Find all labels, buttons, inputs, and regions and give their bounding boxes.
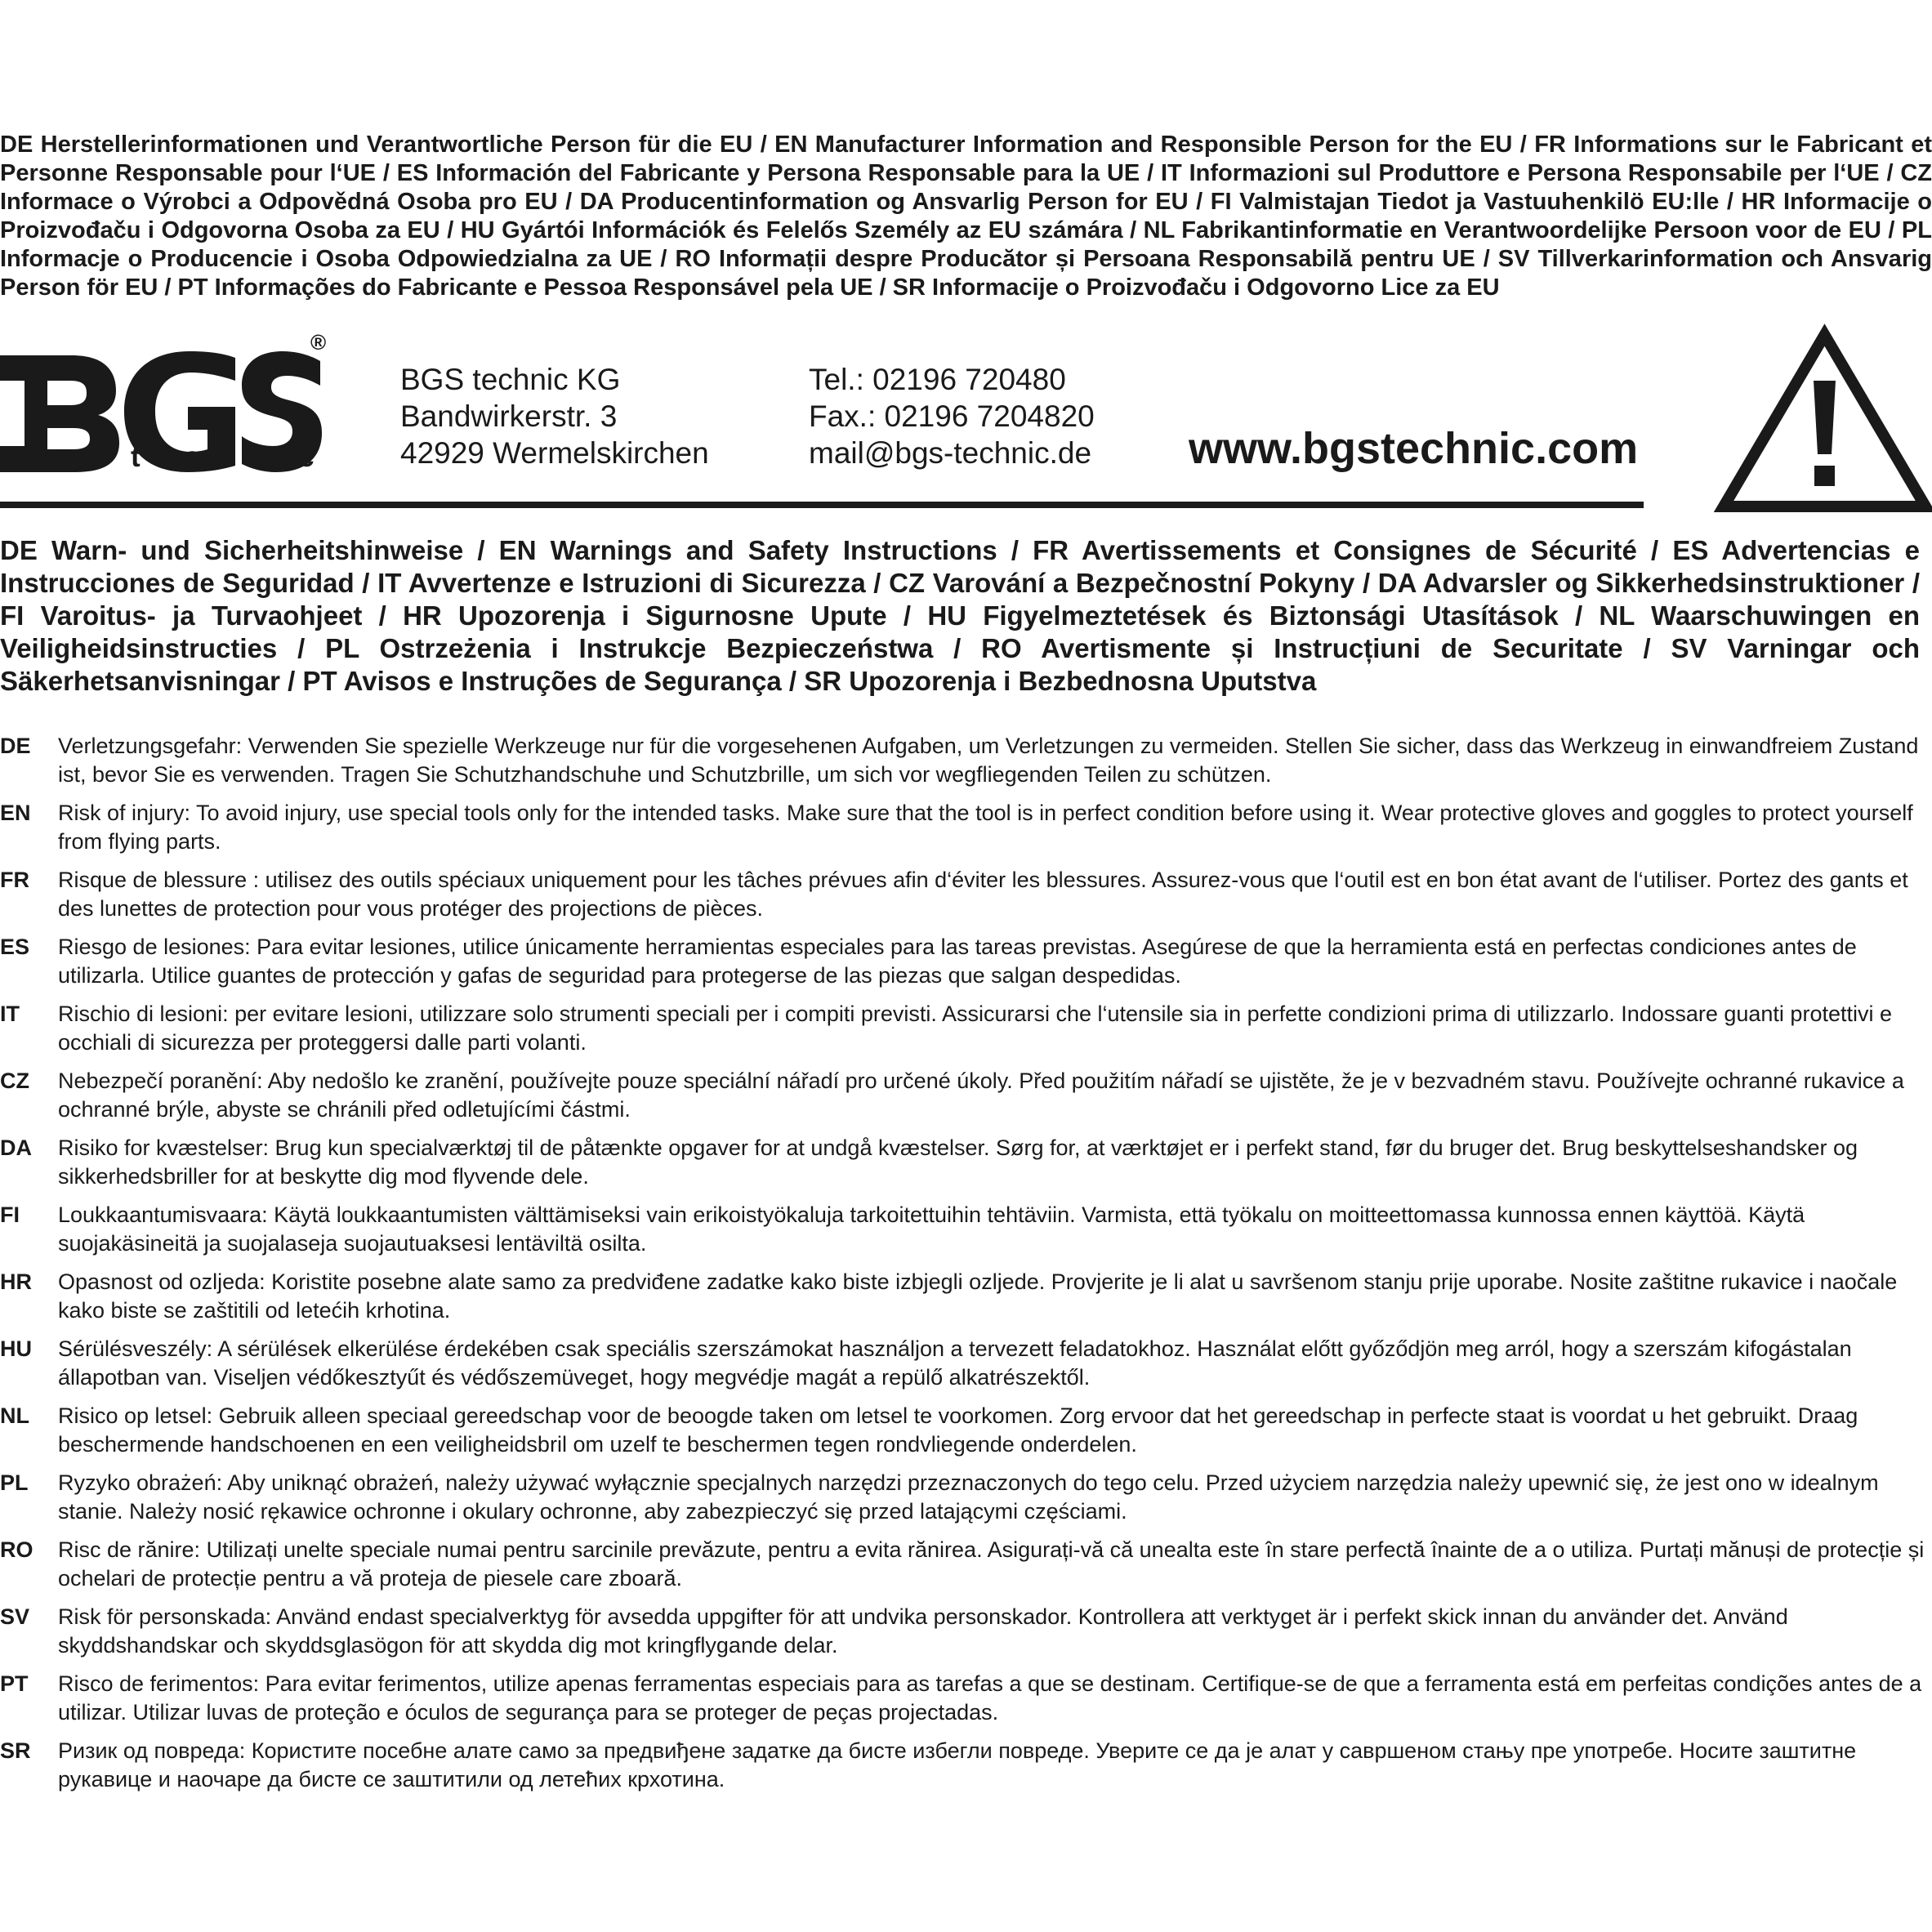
language-code: FR [0,868,29,892]
instruction-row [0,1603,1932,1670]
instruction-text: Risque de blessure : utilisez des outils spéciaux uniquement pour les tâches prévues afin d‘éviter les blessures. Assurez-vous que l‘outil est en bon état avant de l‘utiliser. Portez des gants et des lunettes de protection pour vous protéger des projections de pièces. [58,868,1908,921]
company-city: 42929 Wermelskirchen [400,436,709,470]
instruction-text: Ризик од повреда: Користите посебне алате само за предвиђене задатке да бисте избегли повреде. Уверите се да је алат у савршеном стању пре употребе. Носите заштитне рукавице и наочаре да бисте се заштитили од летећих крхотина. [58,1738,1857,1791]
language-code: PL [0,1470,29,1495]
instruction-text: Risiko for kvæstelser: Brug kun specialværktøj til de påtænkte opgaver for at undgå kvæstelser. Sørg for, at værktøjet er i perfekt stand, før du bruger det. Brug beskyttelseshandsker og sikkerhedsbriller for at beskytte dig mod flyvende dele. [58,1136,1858,1189]
instruction-text: Sérülésveszély: A sérülések elkerülése érdekében csak speciális szerszámokat használjon a tervezett feladatokhoz. Használat előtt győződjön meg arról, hogy a szerszám kifogástalan állapotban van. Viseljen védőkesztyűt és védőszemüveget, hogy megvédje magát a repülő alkatrészektől. [58,1336,1852,1390]
language-code: DE [0,734,31,758]
instruction-row [0,1536,1932,1603]
instruction-text: Risc de rănire: Utilizați unelte speciale numai pentru sarcinile prevăzute, pentru a evita rănirea. Asigurați-vă că unealta este în stare perfectă înainte de a o utiliza. Purtați mănuși de protecție și ochelari de protecție pentru a vă proteja de piesele care zboară. [58,1537,1925,1591]
company-street: Bandwirkerstr. 3 [400,399,618,433]
language-code: ES [0,935,30,959]
language-code: HU [0,1336,32,1361]
language-code: SR [0,1738,31,1763]
instruction-text: Risco de ferimentos: Para evitar ferimentos, utilize apenas ferramentas especiais para as tarefas a que se destinam. Certifique-se de que a ferramenta está em perfeitas condições antes de a utilizar. Utilizar luvas de proteção e óculos de segurança para se proteger de peças projectadas. [58,1671,1922,1725]
contact-fax: Fax.: 02196 7204820 [809,399,1095,433]
company-contact [809,361,1095,471]
company-name: BGS technic KG [400,363,621,396]
instruction-text: Risk för personskada: Använd endast specialverktyg för avsedda uppgifter för att undvika personskador. Kontrollera att verktyget är i perfekt skick innan du använder det. Använd skyddshandskar och skyddsglasögon för att skydda dig mot kringflygande delar. [58,1604,1788,1658]
instruction-row [0,1469,1932,1536]
instruction-row [0,1067,1932,1134]
language-code: SV [0,1604,30,1629]
language-code: FI [0,1202,20,1227]
language-code: HR [0,1269,32,1294]
logo-subtitle: technic [131,441,328,473]
language-code: NL [0,1403,29,1428]
instruction-row [0,933,1932,1000]
instruction-row [0,1134,1932,1201]
instruction-row [0,732,1932,799]
instruction-text: Verletzungsgefahr: Verwenden Sie spezielle Werkzeuge nur für die vorgesehenen Aufgaben, um Verletzungen zu vermeiden. Stellen Sie sicher, dass das Werkzeug in einwandfreiem Zustand ist, bevor Sie es verwenden. Tragen Sie Schutzhandschuhe und Schutzbrille, um sich vor wegfliegenden Teilen zu schützen. [58,734,1919,787]
instruction-row [0,1402,1932,1469]
instruction-text: Risk of injury: To avoid injury, use special tools only for the intended tasks. Make sure that the tool is in perfect condition before using it. Wear protective gloves and goggles to protect yourself from flying parts. [58,801,1913,854]
instruction-row [0,1737,1932,1804]
instruction-row [0,1268,1932,1335]
language-code: IT [0,1002,20,1026]
company-address [400,361,709,471]
contact-tel: Tel.: 02196 720480 [809,363,1066,396]
warning-triangle-icon [1717,325,1932,513]
language-code: EN [0,801,31,825]
instruction-row [0,1670,1932,1737]
warnings-heading: DE Warn- und Sicherheitshinweise / EN Warnings and Safety Instructions / FR Avertissements et Consignes de Sécurité / ES Advertencias e Instrucciones de Seguridad / IT Avvertenze e Istruzioni di Sicurezza / CZ Varování a Bezpečnostní Pokyny / DA Advarsler og Sikkerhedsinstruktioner / FI Varoitus- ja Turvaohjeet / HR Upozorenja i Sigurnosne Upute / HU Figyelmeztetések és Biztonsági Utasítások / NL Waarschuwingen en Veiligheidsinstructies / PL Ostrzeżenia i Instrukcje Bezpieczeństwa / RO Avertismente și Instrucțiuni de Securitate / SV Varningar och Säkerhetsanvisningar / PT Avisos e Instruções de Segurança / SR Upozorenja i Bezbednosna Uputstva [0,535,1920,696]
instruction-row [0,1335,1932,1402]
instruction-row [0,1000,1932,1067]
instruction-row [0,866,1932,933]
instruction-text: Nebezpečí poranění: Aby nedošlo ke zranění, používejte pouze speciální nářadí pro určené úkoly. Před použitím nářadí se ujistěte, že je v bezvadném stavu. Používejte ochranné rukavice a ochranné brýle, abyste se chránili před odletujícími částmi. [58,1069,1904,1122]
contact-mail: mail@bgs-technic.de [809,436,1092,470]
language-code: PT [0,1671,29,1696]
instruction-text: Loukkaantumisvaara: Käytä loukkaantumisten välttämiseksi vain erikoistyökaluja tarkoitettuihin tehtäviin. Varmista, että työkalu on moitteettomassa kunnossa ennen käyttöä. Käytä suojakäsineitä ja suojalaseja suojautuaksesi lentäviltä osilta. [58,1202,1805,1256]
instruction-row [0,799,1932,866]
safety-instructions-list [0,732,1932,1804]
language-code: RO [0,1537,33,1562]
instruction-text: Riesgo de lesiones: Para evitar lesiones, utilice únicamente herramientas especiales para las tareas previstas. Asegúrese de que la herramienta está en perfectas condiciones antes de utilizarla. Utilice guantes de protección y gafas de seguridad para protegerse de las piezas que salgan despedidas. [58,935,1857,988]
manufacturer-info-heading: DE Herstellerinformationen und Verantwortliche Person für die EU / EN Manufacturer Information and Responsible Person for the EU / FR Informations sur le Fabricant et Personne Responsable pour l‘UE / ES Información del Fabricante y Persona Responsable para la UE / IT Informazioni sul Produttore e Persona Responsabile per l‘UE / CZ Informace o Výrobci a Odpovědná Osoba pro EU / DA Producentinformation og Ansvarlig Person for EU / FI Valmistajan Tiedot ja Vastuuhenkilö EU:lle / HR Informacije o Proizvođaču i Odgovorna Osoba za EU / HU Gyártói Információk és Felelős Személy az EU számára / NL Fabrikantinformatie en Verantwoordelijke Persoon voor de EU / PL Informacje o Producencie i Osoba Odpowiedzialna za UE / RO Informații despre Producător și Persoana Responsabilă pentru UE / SV Tillverkarinformation och Ansvarig Person för EU / PT Informações do Fabricante e Pessoa Responsável pela UE / SR Informacije o Proizvođaču i Odgovorno Lice za EU [0,132,1932,301]
website-url: www.bgstechnic.com [1189,424,1639,473]
language-code: CZ [0,1069,29,1093]
instruction-text: Ryzyko obrażeń: Aby uniknąć obrażeń, należy używać wyłącznie specjalnych narzędzi przeznaczonych do tego celu. Przed użyciem narzędzia należy upewnić się, że jest ono w idealnym stanie. Należy nosić rękawice ochronne i okulary ochronne, aby zabezpieczyć się przed latającymi częściami. [58,1470,1879,1524]
divider [0,502,1644,508]
language-code: DA [0,1136,32,1160]
instruction-text: Rischio di lesioni: per evitare lesioni, utilizzare solo strumenti speciali per i compiti previsti. Assicurarsi che l‘utensile sia in perfette condizioni prima di utilizzarlo. Indossare guanti protettivi e occhiali di sicurezza per proteggersi dalle parti volanti. [58,1002,1892,1055]
registered-mark: ® [310,330,327,355]
instruction-text: Opasnost od ozljeda: Koristite posebne alate samo za predviđene zadatke kako biste izbjegli ozljede. Provjerite je li alat u savršenom stanju prije uporabe. Nosite zaštitne rukavice i naočale kako biste se zaštitili od letećih krhotina. [58,1269,1898,1323]
instruction-text: Risico op letsel: Gebruik alleen speciaal gereedschap voor de beoogde taken om letsel te voorkomen. Zorg ervoor dat het gereedschap in perfecte staat is voordat u het gebruikt. Draag beschermende handschoenen en een veiligheidsbril om uzelf te beschermen tegen rondvliegende onderdelen. [58,1403,1858,1457]
instruction-row [0,1201,1932,1268]
